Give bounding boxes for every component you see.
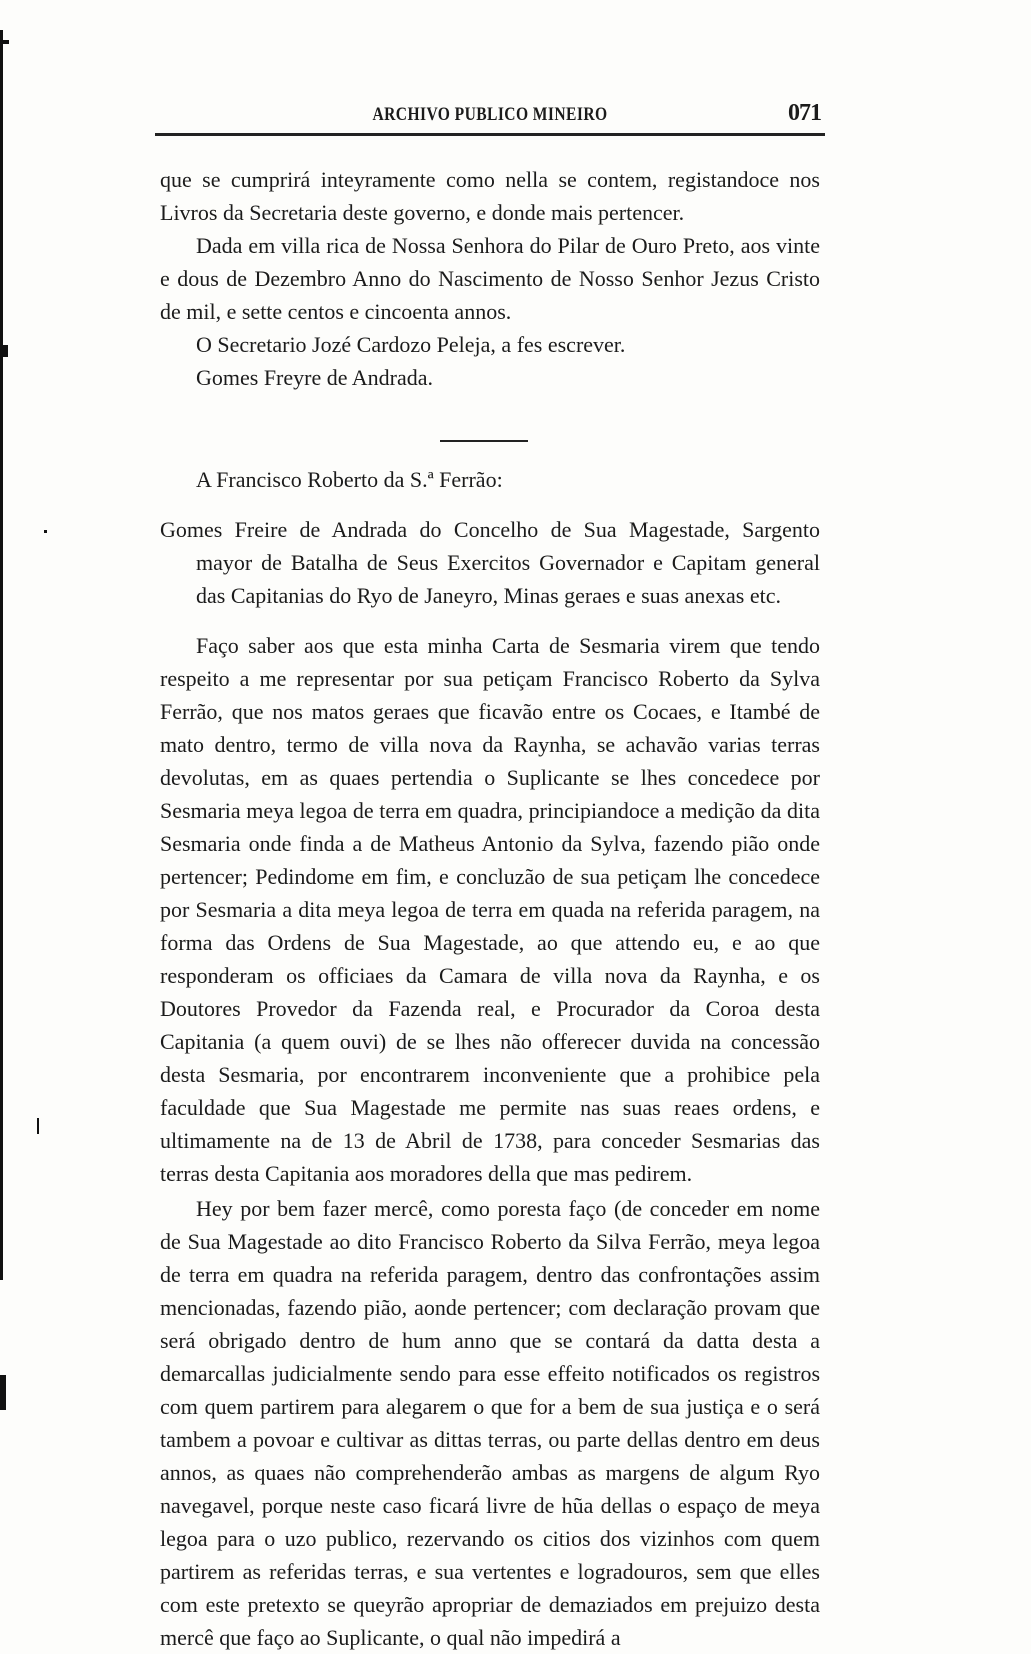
paragraph: Hey por bem fazer mercê, como poresta faço (de conceder em nome de Sua Magestade ao dito Francisco Roberto da Silva Ferrão, meya legoa de terra em quadra na referida paragem, dentro das confrontações assim mencionadas, fazendo pião, aonde pertencer; com declaração provam que será obrigado dentro de hum anno que se contará da datta desta a demarcallas judicialmente sendo para esse effeito notificados os registros com quem partirem para alegarem o que for a bem de sua justiça e o será tambem a povoar e cultivar as dittas terras, ou parte dellas dentro em deus annos, as quaes não comprehenderão ambas as margens de algum Ryo navegavel, porque neste caso ficará livre de hũa dellas o espaço de meya legoa para o uzo publico, rezervando os citios dos vizinhos com quem partirem as referidas terras, e sua vertentes e logradouros, sem que elles com este pretexto se queyrão apropriar de demaziados em prejuizo desta mercê que faço ao Suplicante, o qual não impedirá a xyxy=(160,1196,820,1650)
header-rule xyxy=(155,133,825,136)
closing-text-block xyxy=(160,163,820,394)
scan-edge-mark xyxy=(3,40,9,44)
titles-paragraph: Gomes Freire de Andrada do Concelho de Sua Magestade, Sargento mayor de Batalha de Seus Exercitos Governador e Capitam general das Capitanias do Ryo de Janeyro, Minas geraes e suas anexas etc. xyxy=(160,517,820,608)
scan-edge-mark xyxy=(0,1375,6,1410)
scan-speck xyxy=(44,530,47,533)
section-separator xyxy=(440,440,528,442)
page-number: 071 xyxy=(788,100,821,126)
paragraph: Dada em villa rica de Nossa Senhora do Pilar de Ouro Preto, aos vinte e dous de Dezembro Anno do Nascimento de Nosso Senhor Jezus Cristo de mil, e sette centos e cincoenta annos. xyxy=(160,233,820,324)
signature-line: Gomes Freyre de Andrada. xyxy=(196,365,434,390)
paragraph: Faço saber aos que esta minha Carta de Sesmaria virem que tendo respeito a me representar por sua petiçam Francisco Roberto da Sylva Ferrão, que nos matos geraes que ficavão entre os Cocaes, e Itambé de mato dentro, termo de villa nova da Raynha, se achavão varias terras devolutas, em as quaes pertendia o Suplicante se lhes concedece por Sesmaria meya legoa de terra em quadra, principiandoce a medição da dita Sesmaria onde finda a de Matheus Antonio da Sylva, fazendo pião onde pertencer; Pedindome em fim, e concluzão de sua petiçam lhe concedece por Sesmaria a dita meya legoa de terra em quada na referida paragem, na forma das Ordens de Sua Magestade, ao que attendo eu, e ao que responderam os officiaes da Camara de villa nova da Raynha, e os Doutores Provedor da Fazenda real, e Procurador da Coroa desta Capitania (a quem ouvi) de se lhes não offerecer duvida na concessão desta Sesmaria, por encontrarem inconveniente que a prohibice pela faculdade que Sua Magestade me permite nas suas reaes ordens, e ultimamente na de 13 de Abril de 1738, para conceder Sesmarias das terras desta Capitania aos moradores della que mas pedirem. xyxy=(160,633,820,1186)
secretary-line: O Secretario Jozé Cardozo Peleja, a fes escrever. xyxy=(196,332,626,357)
addressee-line: A Francisco Roberto da S.ª Ferrão: xyxy=(196,467,503,492)
header-title: ARCHIVO PUBLICO MINEIRO xyxy=(372,104,608,125)
sesmaria-text-block xyxy=(160,463,820,1654)
paragraph: que se cumprirá inteyramente como nella se contem, registandoce nos Livros da Secretaria deste governo, e donde mais pertencer. xyxy=(160,167,820,225)
scan-edge-mark xyxy=(3,345,8,357)
running-header xyxy=(155,100,825,128)
scan-speck xyxy=(37,1118,39,1134)
scan-edge-mark xyxy=(0,30,3,1280)
